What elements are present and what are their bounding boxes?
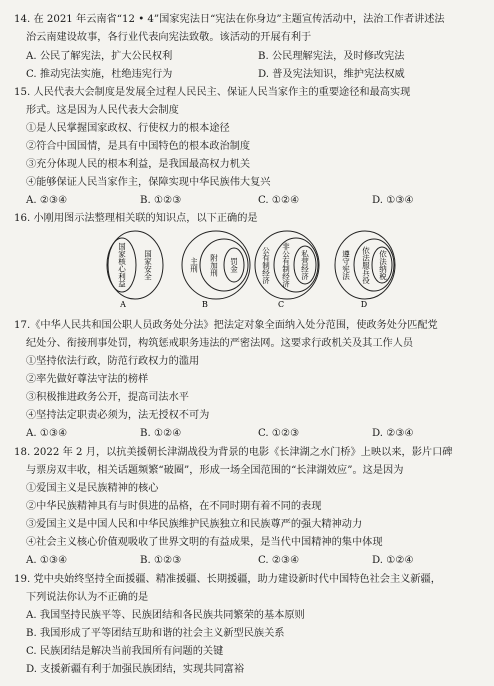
- q18-option-c: C. ②③④: [258, 555, 300, 566]
- q14-option-b: B. 公民理解宪法，及时修改宪法: [258, 51, 405, 62]
- q15-stem-line1: 15. 人民代表大会制度是发展全过程人民民主、保证人民当家作主的重要途径和最高实现: [14, 87, 411, 98]
- q15-option-a: A. ②③④: [26, 195, 68, 206]
- q15-statement-1: ①是人民掌握国家政权、行使权力的根本途径: [26, 123, 230, 134]
- q19-option-d: D. 支援新疆有利于加强民族团结，实现共同富裕: [26, 664, 245, 675]
- q18-option-a: A. ①③④: [26, 555, 68, 566]
- q18-statement-1: ①爱国主义是民族精神的核心: [26, 483, 159, 494]
- diagram-c: [255, 231, 319, 308]
- q17-statement-4: ④坚持法定职责必须为，法无授权不可为: [26, 410, 210, 421]
- diagram-a-letter: A: [120, 300, 126, 308]
- diagram-d: [335, 231, 395, 308]
- q15-option-c: C. ①②④: [258, 195, 300, 206]
- q14-option-d: D. 普及宪法知识，维护宪法权威: [258, 69, 405, 80]
- q17-option-c: C. ①②③: [258, 428, 300, 439]
- q15-option-b: B. ①②③: [140, 195, 182, 206]
- q17-statement-1: ①坚持依法行政，防范行政权力的滥用: [26, 356, 200, 367]
- q15-option-d: D. ①③④: [372, 195, 414, 206]
- q18-statement-4: ④社会主义核心价值观吸收了世界文明的有益成果，是当代中国精神的集中体现: [26, 537, 383, 548]
- q15-statement-3: ③充分体现人民的根本利益，是我国最高权力机关: [26, 159, 251, 170]
- diagram-a: [107, 231, 163, 308]
- diagram-d-outer-label: 遵守宪法: [341, 250, 351, 280]
- q17-stem-line2: 纪处分、衔接刑事处罚，构筑惩戒职务违法的严密法网。这要求行政机关及其工作人员: [26, 338, 414, 349]
- diagram-c-outer-label: 公有制经济: [261, 246, 271, 284]
- q18-statement-2: ②中华民族精神具有与时俱进的品格，在不同时期有着不同的表现: [26, 501, 322, 512]
- q19-stem-line2: 下列说法你认为不正确的是: [26, 592, 149, 603]
- q17-option-b: B. ①②④: [140, 428, 182, 439]
- q18-statement-3: ③爱国主义是中国人民和中华民族维护民族独立和民族尊严的强大精神动力: [26, 519, 363, 530]
- q17-stem-line1: 17.《中华人民共和国公职人员政务处分法》把法定对象全面纳入处分范围，使政务处分匹配党: [14, 320, 438, 331]
- q15-statement-4: ④能够保证人民当家作主，保障实现中华民族伟大复兴: [26, 177, 271, 188]
- q18-option-d: D. ①②④: [372, 555, 414, 566]
- q18-option-b: B. ①②③: [140, 555, 182, 566]
- q19-stem-line1: 19. 党中央始终坚持全面援疆、精准援疆、长期援疆，助力建设新时代中国特色社会主义新疆，: [14, 574, 441, 585]
- diagram-c-inner-label: 私营经济: [300, 250, 310, 280]
- q18-stem-line1: 18. 2022 年 2 月，以抗美援朝长津湖战役为背景的电影《长津湖之水门桥》上映以来，影片口碑: [14, 447, 453, 458]
- q17-option-a: A. ①③④: [26, 428, 68, 439]
- q17-option-d: D. ②③④: [372, 428, 414, 439]
- diagram-a-inner-label: 国家核心利益: [117, 242, 127, 288]
- q19-option-c: C. 民族团结是解决当前我国所有问题的关键: [26, 646, 224, 657]
- diagram-b: [182, 231, 250, 308]
- diagram-d-letter: D: [360, 300, 368, 308]
- q15-stem-line2: 形式。这是因为人民代表大会制度: [26, 105, 179, 116]
- q14-option-c: C. 推动宪法实施，杜绝违宪行为: [26, 69, 173, 80]
- diagram-a-outer-label: 国家安全: [143, 250, 153, 280]
- diagram-b-letter: B: [202, 300, 208, 308]
- diagram-c-letter: C: [277, 300, 285, 308]
- q14-stem-line1: 14. 在 2021 年云南省“12 • 4”国家宪法日“宪法在你身边”主题宣传活动中，法治工作者讲述法: [14, 14, 445, 25]
- diagram-b-outer-label: 主刑: [189, 257, 199, 273]
- q19-option-a: A. 我国坚持民族平等、民族团结和各民族共同繁荣的基本原则: [26, 610, 305, 621]
- q15-statement-2: ②符合中国国情，是具有中国特色的根本政治制度: [26, 141, 251, 152]
- diagram-b-inner-label: 罚金: [229, 257, 239, 273]
- q16-stem: 16. 小刚用图示法整理相关联的知识点，以下正确的是: [14, 213, 258, 224]
- diagram-b-mid-label: 附加刑: [209, 253, 219, 277]
- q17-statement-2: ②率先做好尊法守法的榜样: [26, 374, 149, 385]
- q18-stem-line2: 与票房双丰收，相关话题频繁“破圈”，形成一场全国范围的“长津湖效应”。这是因为: [26, 465, 404, 476]
- q14-option-a: A. 公民了解宪法，扩大公民权利: [26, 51, 173, 62]
- diagram-d-mid-label: 依法服兵役: [361, 246, 371, 284]
- q16-diagrams: [0, 228, 494, 308]
- q19-option-b: B. 我国形成了平等团结互助和谐的社会主义新型民族关系: [26, 628, 285, 639]
- q17-statement-3: ③积极推进政务公开，提高司法水平: [26, 392, 189, 403]
- diagram-d-inner-label: 依法纳税: [378, 250, 388, 280]
- diagram-c-mid-label: 非公有制经济: [281, 242, 291, 288]
- q14-stem-line2: 治云南建设故事，各行业代表向宪法致敬。该活动的开展有利于: [26, 32, 312, 43]
